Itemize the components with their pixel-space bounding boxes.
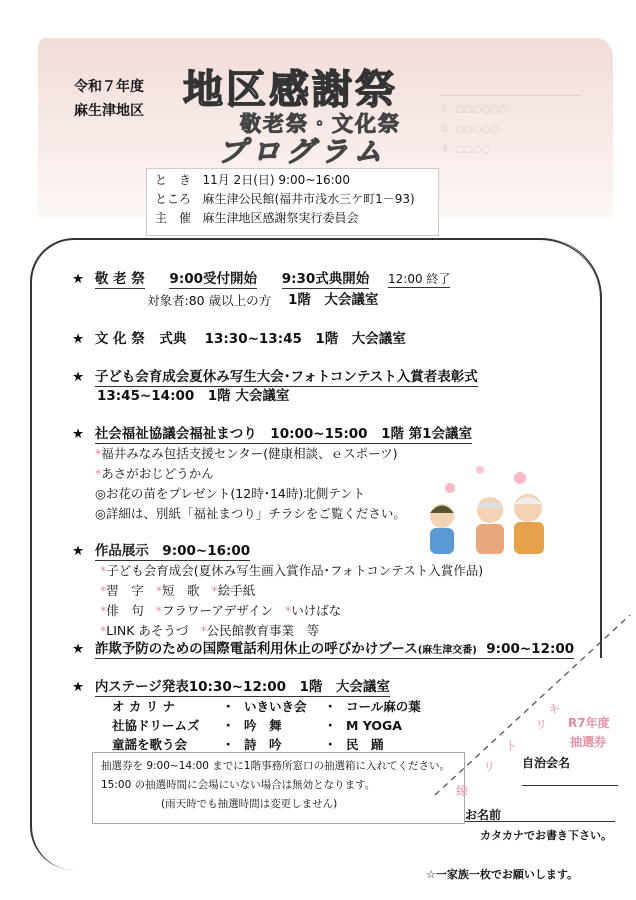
sakuhin-text: 子ども会育成会(夏休み写生画入賞作品･フォトコンテスト入賞作品): [106, 563, 484, 578]
ticket-title-year: R7年度: [568, 716, 610, 730]
sagi-sub: (麻生津交番): [417, 645, 477, 656]
where-value: 麻生津公民館(福井市浅水三ケ町1－93): [202, 192, 415, 206]
host-label: 主 催: [155, 211, 192, 225]
keiro-reception: 9:00受付開始: [169, 271, 258, 287]
lottery-note: [92, 752, 465, 824]
fukushi-item: [95, 445, 398, 463]
fukushi-title: 社会福祉協議会福祉まつり 10:00~15:00 1階 第1会議室: [94, 426, 473, 442]
asterisk-icon: *: [100, 623, 107, 638]
program-heading: プログラム: [218, 135, 388, 168]
keiro-target: 対象者:80 歳以上の方: [147, 293, 272, 308]
performer-cell: 童謡を歌う会: [112, 737, 188, 752]
sakuhin-text: 俳 句: [106, 603, 144, 618]
sakuhin-text: 公民館教育事業 等: [206, 623, 320, 638]
performer-cell: ・: [222, 737, 235, 752]
performer-cell: ・: [324, 699, 337, 714]
stage-performers: [112, 697, 446, 754]
performer-row: [112, 716, 446, 735]
host-value: 麻生津地区感謝祭実行委員会: [202, 211, 359, 225]
asterisk-icon: *: [95, 466, 102, 481]
performer-cell: 吟 舞: [244, 718, 282, 733]
fukushi-item: [95, 485, 365, 503]
name-field[interactable]: [465, 821, 615, 822]
sakuhin-line: [100, 602, 341, 620]
performer-cell: ・: [222, 699, 235, 714]
asterisk-icon: *: [100, 603, 107, 618]
keiro-title: 敬 老 祭: [94, 271, 145, 287]
asterisk-icon: *: [100, 563, 107, 578]
fukushi-item-text: 福井みなみ包括支援センター(健康相談、ｅスポーツ): [101, 446, 398, 461]
star-icon: ★: [72, 369, 85, 385]
banner-watermark: ① ○○○○○○ ② ○○○○○ ③ ○○○○: [440, 95, 580, 175]
stage-row: [72, 678, 390, 696]
performer-cell: 民 踊: [346, 737, 384, 752]
cut-label-char: ト: [505, 739, 518, 753]
star-icon: ★: [72, 271, 85, 287]
lottery-note-line2: 15:00 の抽選時間に会場にいない場合は無効となります。: [101, 779, 376, 791]
sakuhin-line: [100, 622, 319, 640]
cut-line: [430, 605, 636, 805]
stage-title: 内ステージ発表10:30~12:00 1階 大会議室: [94, 679, 390, 695]
org-label: 自治会名: [522, 756, 571, 770]
name-label: お名前: [465, 808, 502, 822]
when-value: 11月 2日(日) 9:00~16:00: [202, 173, 350, 187]
star-icon: ★: [72, 331, 85, 347]
sagi-title-text: 詐欺予防のための国際電話利用休止の呼びかけブース: [94, 641, 418, 657]
program-frame-right: [540, 238, 602, 658]
page-title: 地区感謝祭: [183, 67, 398, 113]
performer-cell: いきいき会: [244, 699, 307, 714]
kodomo-row: [72, 368, 478, 386]
performer-cell: 社協ドリームズ: [112, 718, 200, 733]
double-circle-icon: ◎: [95, 486, 106, 501]
fukushi-item: [95, 465, 214, 483]
keiro-ceremony: 9:30式典開始: [281, 271, 370, 287]
star-icon: ★: [72, 426, 85, 442]
sakuhin-text: いけばな: [291, 603, 342, 618]
star-icon: ★: [72, 641, 85, 657]
sakuhin-title: 作品展示 9:00~16:00: [94, 543, 251, 559]
keiro-row: [72, 270, 450, 288]
fukushi-row: [72, 425, 472, 443]
asterisk-icon: *: [211, 583, 218, 598]
performer-cell: M YOGA: [346, 718, 402, 733]
keiro-end: 12:00 終了: [388, 272, 451, 286]
cut-label-char: リ: [535, 718, 548, 732]
sakuhin-line: [100, 562, 483, 580]
cut-label-char: リ: [483, 760, 496, 774]
cut-label-char: キ: [548, 702, 561, 716]
ticket-title: 抽選券: [570, 735, 607, 749]
page-subtitle: 敬老祭・文化祭: [240, 112, 401, 136]
performer-cell: オ カ リ ナ: [112, 699, 176, 714]
fukushi-item: [95, 505, 406, 523]
keiro-place: 1階 大会議室: [288, 292, 379, 308]
performer-cell: コール麻の葉: [346, 699, 421, 714]
sakuhin-text: 絵手紙: [217, 583, 256, 598]
event-info-box: [146, 168, 439, 236]
double-circle-icon: ◎: [95, 506, 106, 521]
when-label: と き: [155, 173, 192, 187]
asterisk-icon: *: [200, 623, 207, 638]
katakana-note: カタカナでお書き下さい。: [480, 829, 612, 842]
sagi-time: 9:00~12:00: [486, 641, 575, 657]
sakuhin-row: [72, 542, 250, 560]
cut-label-char: 線: [456, 784, 469, 798]
bunka-row: [72, 330, 406, 348]
district-name: 麻生津地区: [74, 103, 144, 119]
kodomo-title: 子ども会育成会夏休み写生大会･フォトコンテスト入賞者表彰式: [94, 369, 478, 385]
sakuhin-text: フラワーアデザイン: [162, 603, 274, 618]
star-icon: ★: [72, 543, 85, 559]
sakuhin-line: [100, 582, 255, 600]
asterisk-icon: *: [155, 583, 162, 598]
sakuhin-text: 習 字: [106, 583, 144, 598]
performer-cell: ・: [222, 718, 235, 733]
star-icon: ★: [72, 679, 85, 695]
org-field[interactable]: [522, 785, 618, 786]
lottery-note-line1: 抽選券を 9:00~14:00 までに1階事務所窓口の抽選箱に入れてください。: [101, 760, 450, 772]
asterisk-icon: *: [155, 603, 162, 618]
sakuhin-text: LINK あそうづ: [106, 623, 189, 638]
ticket-footer: ☆一家族一枚でお願いします。: [426, 868, 578, 881]
lottery-note-line3: (雨天時でも抽選時間は変更しません): [161, 798, 338, 810]
asterisk-icon: *: [95, 446, 102, 461]
bunka-line: 式典 13:30~13:45 1階 大会議室: [159, 331, 406, 347]
performer-row: [112, 697, 446, 716]
family-illustration: [420, 458, 560, 558]
fiscal-year: 令和７年度: [74, 79, 144, 95]
bunka-title: 文 化 祭: [94, 331, 145, 347]
asterisk-icon: *: [100, 583, 107, 598]
performer-cell: 詩 吟: [244, 737, 282, 752]
fukushi-item-text: お花の苗をプレゼント(12時･14時)北側テント: [105, 486, 366, 501]
asterisk-icon: *: [285, 603, 292, 618]
fukushi-item-text: あさがおじどうかん: [101, 466, 214, 481]
kodomo-time: 13:45~14:00 1階 大会議室: [97, 388, 290, 404]
fukushi-item-text: 詳細は、別紙「福祉まつり」チラシをご覧ください。: [105, 506, 406, 521]
where-label: ところ: [155, 192, 192, 206]
performer-cell: ・: [324, 718, 337, 733]
sakuhin-text: 短 歌: [162, 583, 200, 598]
performer-cell: ・: [324, 737, 337, 752]
